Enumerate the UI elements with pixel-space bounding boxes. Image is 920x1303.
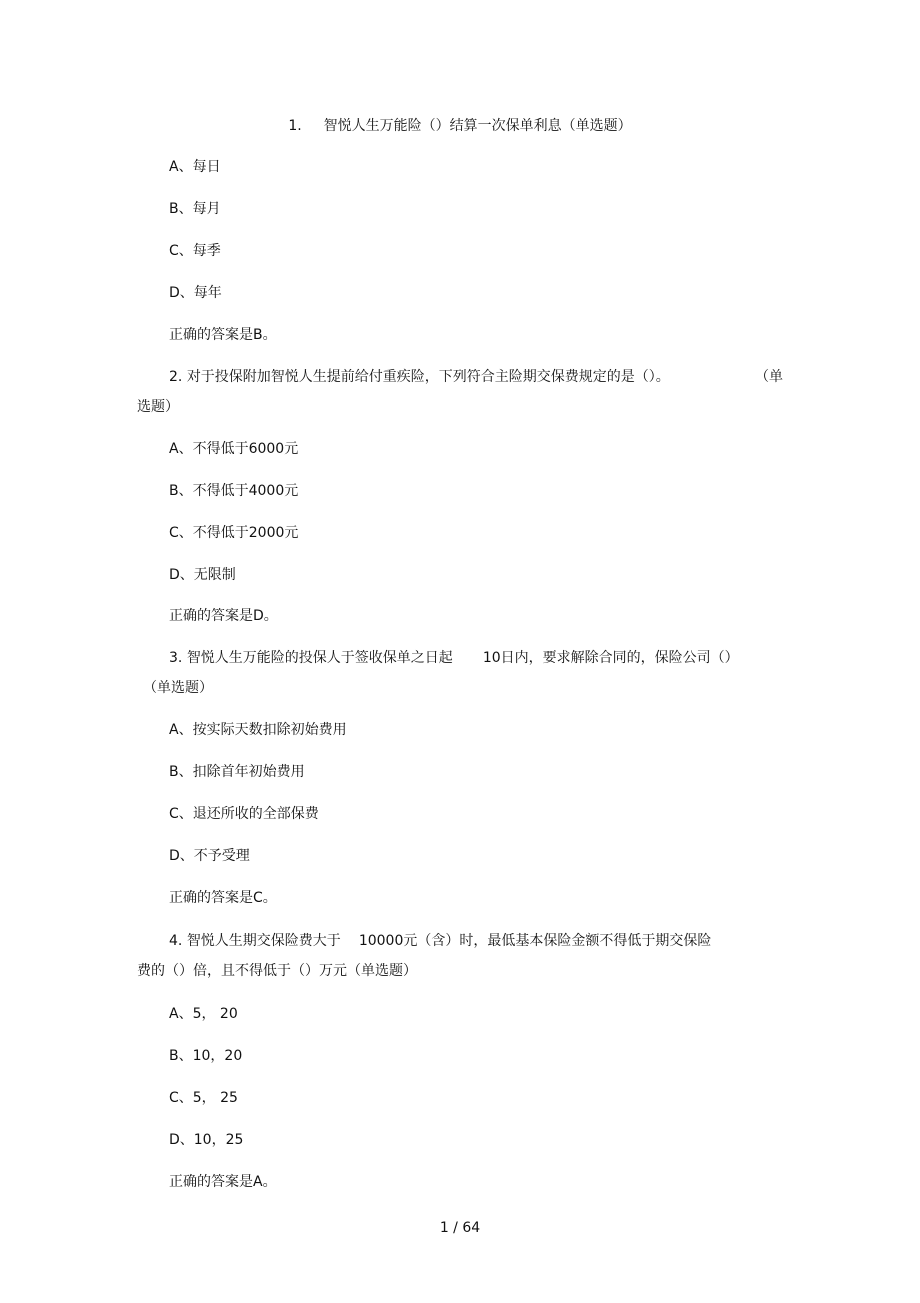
question-1-option-d: D、每年 (169, 285, 222, 301)
question-2-stem-tail: （单 (755, 369, 783, 385)
question-1-answer: 正确的答案是B。 (169, 327, 277, 343)
question-2-option-d: D、无限制 (169, 567, 236, 583)
question-3-option-c: C、退还所收的全部保费 (169, 806, 319, 822)
question-text-part2: 10000元（含）时，最低基本保险金额不得低于期交保险 (358, 933, 712, 949)
question-text: 对于投保附加智悦人生提前给付重疾险，下列符合主险期交保费规定的是（）。 (186, 369, 670, 385)
question-4-stem-line1 (169, 931, 711, 951)
question-number: 4. (169, 933, 183, 949)
question-1-option-b: B、每月 (169, 201, 221, 217)
question-3-stem-line1 (169, 648, 739, 668)
question-4-stem-line2: 费的（）倍，且不得低于（）万元（单选题） (137, 963, 417, 979)
question-text-part1: 智悦人生期交保险费大于 (186, 933, 341, 949)
question-4-option-a: A、5， 20 (169, 1006, 238, 1022)
question-text: 智悦人生万能险（）结算一次保单利息（单选题） (323, 118, 632, 134)
question-2-option-c: C、不得低于2000元 (169, 525, 299, 541)
question-3-option-d: D、不予受理 (169, 848, 250, 864)
question-2-answer: 正确的答案是D。 (169, 608, 278, 624)
question-2-option-b: B、不得低于4000元 (169, 483, 299, 499)
question-1-stem (0, 116, 920, 136)
question-3-answer: 正确的答案是C。 (169, 890, 277, 906)
question-1-option-c: C、每季 (169, 243, 221, 259)
question-3-option-a: A、按实际天数扣除初始费用 (169, 722, 347, 738)
question-number: 2. (169, 369, 183, 385)
question-4-option-d: D、10，25 (169, 1132, 244, 1148)
question-text-part1: 智悦人生万能险的投保人于签收保单之日起 (186, 650, 453, 666)
question-2-option-a: A、不得低于6000元 (169, 441, 299, 457)
question-4-answer: 正确的答案是A。 (169, 1174, 277, 1190)
question-4-option-c: C、5， 25 (169, 1090, 238, 1106)
question-text-part2: 10日内，要求解除合同的，保险公司（） (482, 650, 739, 666)
page-indicator: 1 / 64 (439, 1220, 481, 1236)
question-2-stem-line2: 选题） (137, 399, 179, 415)
question-2-stem-line1 (169, 367, 670, 387)
question-4-option-b: B、10，20 (169, 1048, 243, 1064)
question-3-stem-line2: （单选题） (143, 680, 213, 696)
question-number: 1. (288, 118, 302, 134)
question-1-option-a: A、每日 (169, 159, 221, 175)
question-3-option-b: B、扣除首年初始费用 (169, 764, 305, 780)
question-number: 3. (169, 650, 183, 666)
